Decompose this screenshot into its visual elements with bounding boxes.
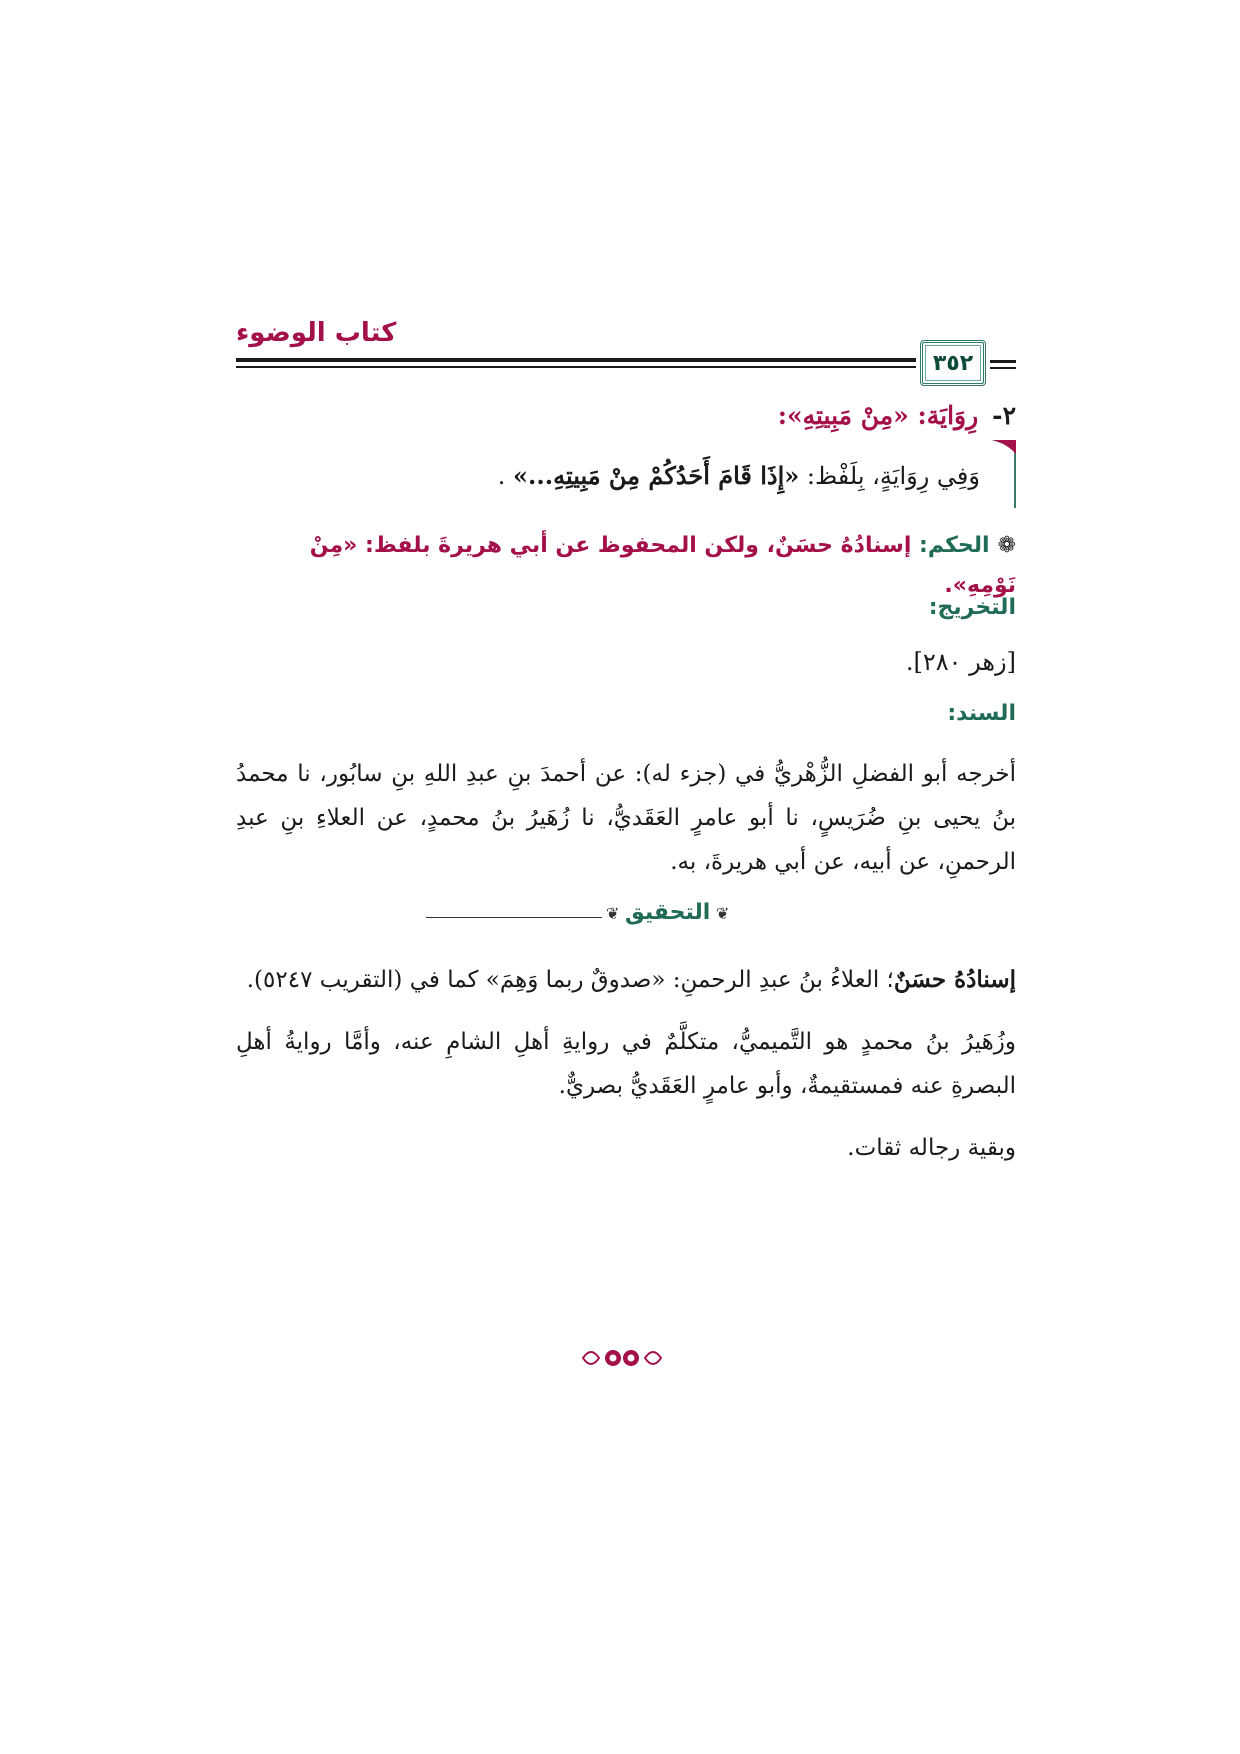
section-heading (236, 398, 1016, 434)
tahqiq-para-1 (236, 958, 1016, 1002)
tahqiq-para-2: وزُهَيرُ بنُ محمدٍ هو التَّميميُّ، متكلَّمٌ في روايةِ أهلِ الشامِ عنه، وأمَّا روايةُ أهلِ البصرةِ عنه فمستقيمةٌ، وأبو عامرٍ العَقَديُّ بصريٌّ. (236, 1029, 1016, 1099)
tahqiq-para-1-rest: ؛ العلاءُ بنُ عبدِ الرحمنِ: «صدوقٌ ربما وَهِمَ» كما في (التقريب ٥٢٤٧). (246, 967, 894, 993)
tahqiq-divider (236, 898, 1016, 938)
divider-line-left (426, 917, 602, 918)
quote-prefix: وَفِي رِوَايَةٍ، بِلَفْظ: (799, 462, 980, 490)
book-title: كتاب الوضوء (236, 318, 397, 348)
section-number: ٢- (992, 401, 1016, 430)
ruling (236, 526, 1016, 598)
header-rule (236, 358, 916, 362)
divider-ornament-icon: ❦ (710, 904, 730, 923)
corner-ornament-icon (992, 440, 1016, 508)
header-rule-right (990, 360, 1016, 363)
tahqiq-verdict: إسنادُهُ حسَنٌ (893, 966, 1016, 993)
quote-suffix: . (497, 462, 514, 490)
tahqiq-heading-text: التحقيق (624, 900, 711, 925)
page-content (236, 398, 1016, 1170)
takhrij-heading: التخريج: (928, 595, 1016, 620)
section-title: رِوَايَة: «مِنْ مَبِيتِهِ»: (777, 401, 979, 430)
sanad-heading: السند: (947, 701, 1016, 726)
divider-ornament-icon: ❦ (606, 904, 625, 923)
page-number: ٣٥٢ (932, 350, 974, 376)
quote-hadith: «إِذَا قَامَ أَحَدُكُمْ مِنْ مَبِيتِهِ...» (513, 461, 800, 490)
header-rule-right-thin (990, 367, 1016, 369)
riwaya-quote (236, 456, 1016, 502)
ornament-icon (577, 1340, 667, 1376)
header-rule-thin (236, 366, 916, 368)
flower-icon: ❁ (997, 533, 1016, 558)
ruling-text: إسنادُهُ حسَنٌ، ولكن المحفوظ عن أبي هريرةَ بلفظ: «مِنْ نَوْمِهِ». (309, 533, 1016, 598)
takhrij-reference: [زهر ٢٨٠]. (905, 648, 1016, 676)
sanad-text: أخرجه أبو الفضلِ الزُّهْريُّ في (جزء له): عن أحمدَ بنِ عبدِ اللهِ بنِ سابُور، نا محمدُ بنُ يحيى بنِ ضُرَيسٍ، نا أبو عامرٍ العَقَديُّ، نا زُهَيرُ بنُ محمدٍ، عن العلاءِ بنِ عبدِ الرحمنِ، عن أبيه، عن أبي هريرةَ، به. (236, 761, 1016, 875)
tahqiq-heading (606, 900, 729, 925)
page-header (236, 310, 1016, 382)
page-number-badge (920, 340, 986, 386)
tahqiq-para-3: وبقية رجاله ثقات. (847, 1135, 1016, 1161)
ruling-label: الحكم: (919, 533, 990, 558)
